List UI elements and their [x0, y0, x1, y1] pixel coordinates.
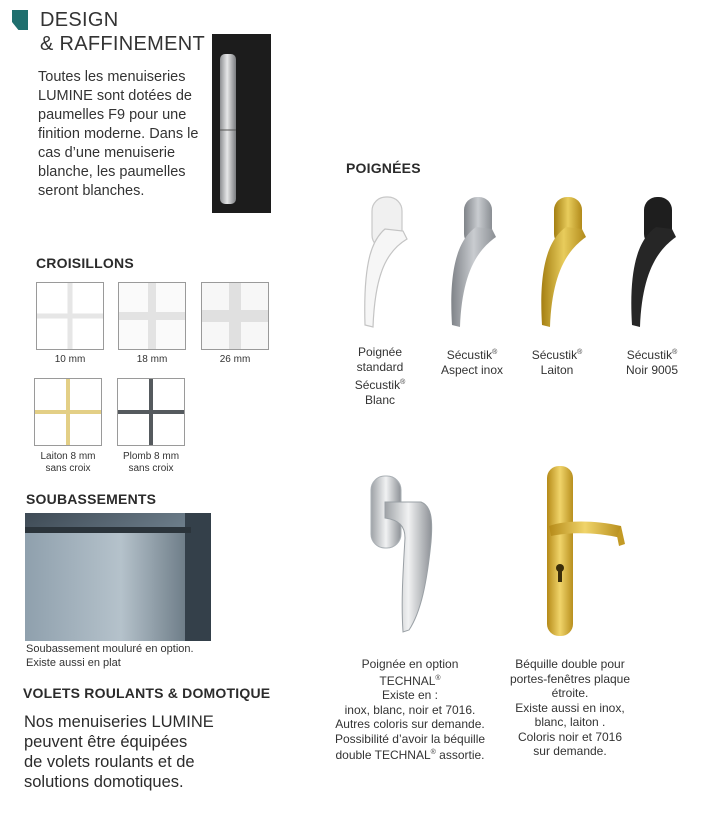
handle-noir-caption: Sécustik® Noir 9005 — [625, 348, 679, 377]
croisillon-18mm-label: 18 mm — [136, 354, 168, 365]
handle-laiton-caption: Sécustik® Laiton — [531, 348, 583, 377]
handle-technal-image — [365, 472, 440, 637]
handle-inox-image — [442, 193, 502, 333]
bequille-caption: Béquille double pour portes-fenêtres plaque étroite. Existe aussi en inox, blanc, laiton . Coloris noir et 7016 sur demande. — [509, 657, 631, 758]
handle-bequille-image — [535, 464, 630, 639]
soubassement-image — [25, 513, 211, 641]
croisillon-plomb — [117, 378, 185, 446]
croisillon-26mm — [201, 282, 269, 350]
soubassements-title: SOUBASSEMENTS — [26, 491, 157, 507]
volets-title: VOLETS ROULANTS & DOMOTIQUE — [23, 685, 271, 701]
handle-laiton-image — [530, 193, 590, 333]
title-line-2: & RAFFINEMENT — [40, 33, 206, 55]
croisillons-title: CROISILLONS — [36, 255, 134, 271]
technal-caption: Poignée en option TECHNAL® Existe en : inox, blanc, noir et 7016. Autres coloris sur demande. Possibilité d’avoir la béquille double TECHNAL® assortie. — [334, 657, 486, 762]
title-line-1: DESIGN — [40, 9, 119, 31]
croisillon-10mm-label: 10 mm — [54, 354, 86, 365]
croisillon-plomb-label: Plomb 8 mm sans croix — [122, 451, 180, 474]
croisillon-18mm — [118, 282, 186, 350]
croisillon-10mm — [36, 282, 104, 350]
handle-inox-caption: Sécustik® Aspect inox — [440, 348, 504, 377]
croisillon-26mm-label: 26 mm — [219, 354, 251, 365]
soubassement-caption: Soubassement mouluré en option. Existe aussi en plat — [26, 643, 194, 669]
volets-text: Nos menuiseries LUMINE peuvent être équipées de volets roulants et de solutions domotiques. — [24, 713, 214, 791]
intro-text: Toutes les menuiseries LUMINE sont dotées de paumelles F9 pour une finition moderne. Dans le cas d’une menuiserie blanche, les paumelles seront blanches. — [38, 69, 199, 199]
croisillon-laiton — [34, 378, 102, 446]
handle-white-caption: Poignée standard Sécustik® Blanc — [354, 345, 406, 407]
title-marker — [12, 10, 28, 30]
poignees-title: POIGNÉES — [346, 160, 421, 176]
page-title — [40, 8, 205, 56]
hinge-image — [212, 34, 271, 213]
handle-white-image — [355, 193, 415, 333]
handle-noir-image — [620, 193, 680, 333]
croisillon-laiton-label: Laiton 8 mm sans croix — [40, 451, 96, 474]
